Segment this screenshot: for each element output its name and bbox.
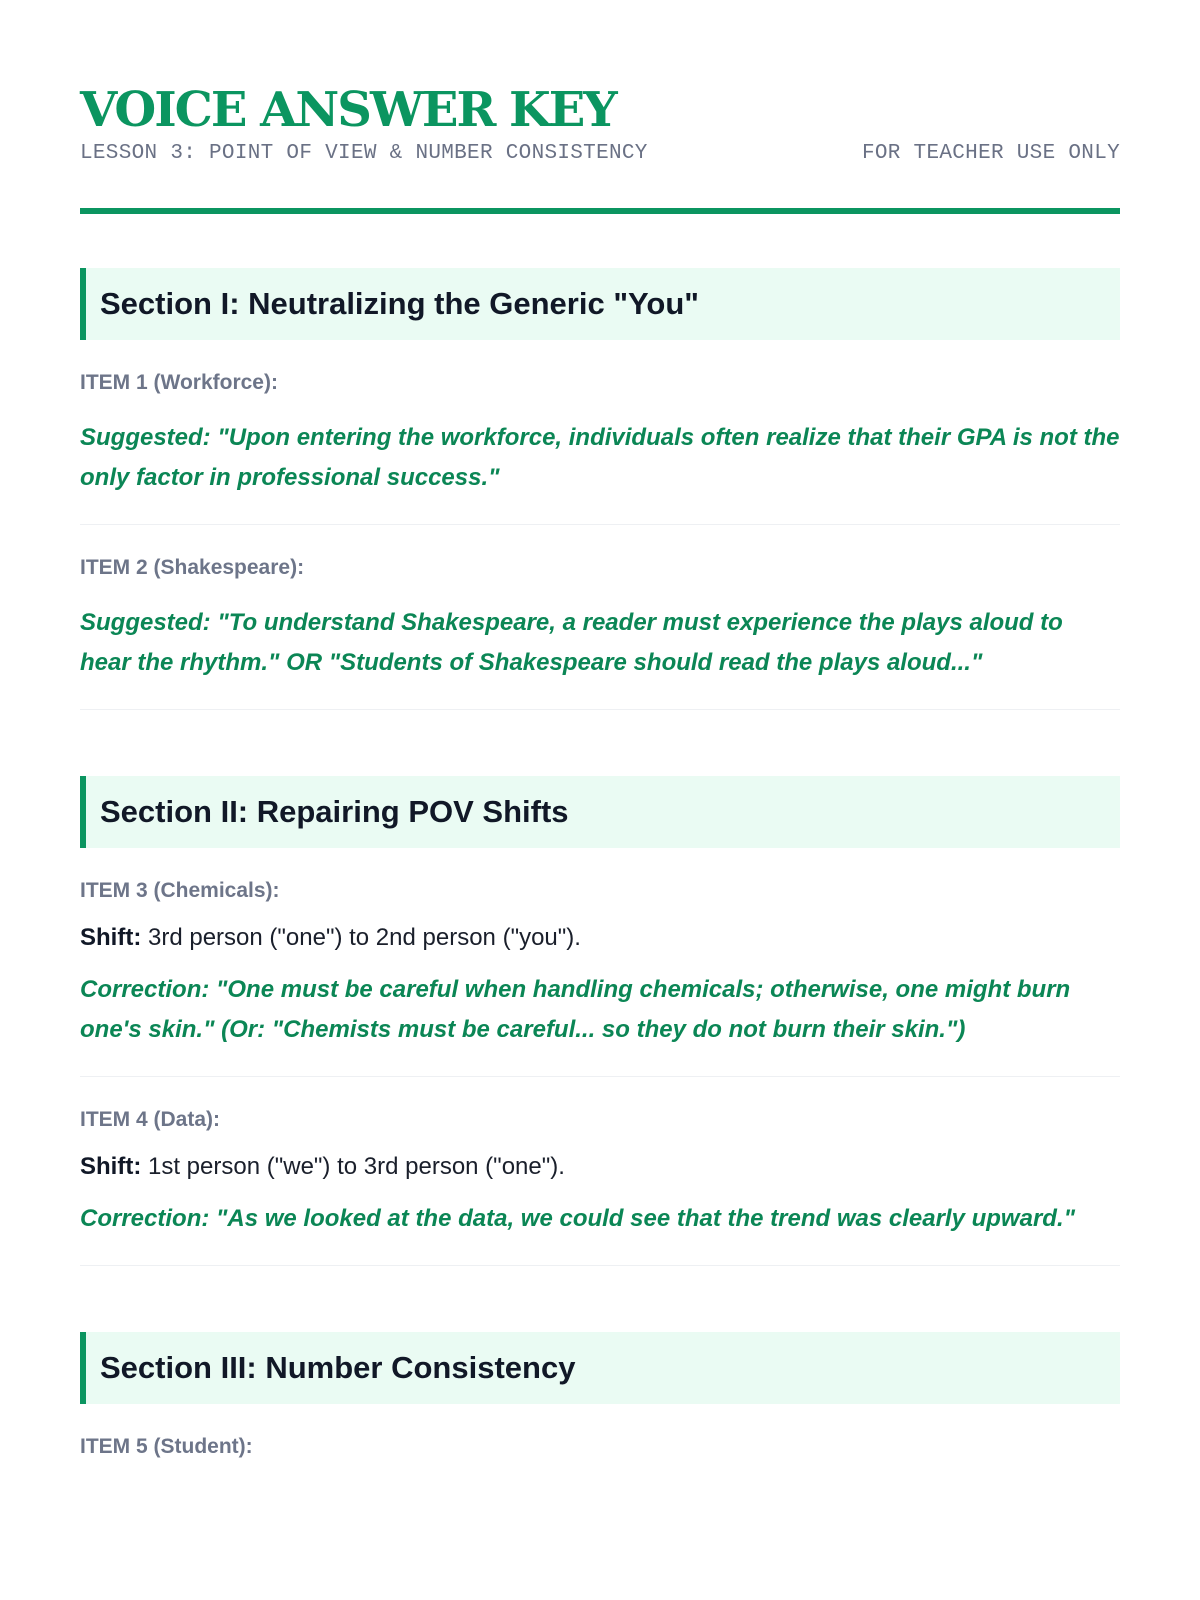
shift-line bbox=[80, 1152, 1120, 1182]
item-label: ITEM 2 (Shakespeare): bbox=[80, 556, 305, 579]
item-label: ITEM 5 (Student): bbox=[80, 1435, 253, 1458]
audience-label: FOR TEACHER USE ONLY bbox=[861, 142, 1120, 165]
item-label: ITEM 4 (Data): bbox=[80, 1108, 221, 1131]
shift-text: 3rd person ("one") to 2nd person ("you"). bbox=[147, 924, 581, 951]
answer-item bbox=[80, 555, 1120, 710]
lesson-label: LESSON 3: POINT OF VIEW & NUMBER CONSISTENCY bbox=[80, 142, 648, 165]
page-title: VOICE ANSWER KEY bbox=[80, 82, 616, 138]
shift-label: Shift: bbox=[80, 924, 142, 951]
correction-answer: Correction: "As we looked at the data, we could see that the trend was clearly upward." bbox=[80, 1205, 1075, 1232]
shift-label: Shift: bbox=[80, 1153, 142, 1180]
header-divider bbox=[80, 208, 1120, 214]
suggested-answer: Suggested: "Upon entering the workforce, individuals often realize that their GPA is not the only factor in professional success." bbox=[80, 424, 1120, 491]
section-heading-2: Section II: Repairing POV Shifts bbox=[80, 776, 1120, 848]
header-subrow bbox=[80, 142, 1120, 165]
page-header bbox=[80, 0, 1120, 214]
answer-item bbox=[80, 878, 1120, 1077]
item-label: ITEM 1 (Workforce): bbox=[80, 371, 278, 394]
correction-answer: Correction: "One must be careful when handling chemicals; otherwise, one might burn one's skin." (Or: "Chemists must be careful... so they do not burn their skin.") bbox=[80, 976, 1071, 1043]
section-heading-3: Section III: Number Consistency bbox=[80, 1332, 1120, 1404]
answer-item bbox=[80, 370, 1120, 525]
shift-text: 1st person ("we") to 3rd person ("one"). bbox=[147, 1153, 565, 1180]
section-heading-1: Section I: Neutralizing the Generic "You" bbox=[80, 268, 1120, 340]
answer-item bbox=[80, 1107, 1120, 1266]
shift-line bbox=[80, 923, 1120, 953]
suggested-answer: Suggested: "To understand Shakespeare, a reader must experience the plays aloud to hear the rhythm." OR "Students of Shakespeare should read the plays aloud..." bbox=[80, 609, 1063, 676]
item-label: ITEM 3 (Chemicals): bbox=[80, 879, 280, 902]
